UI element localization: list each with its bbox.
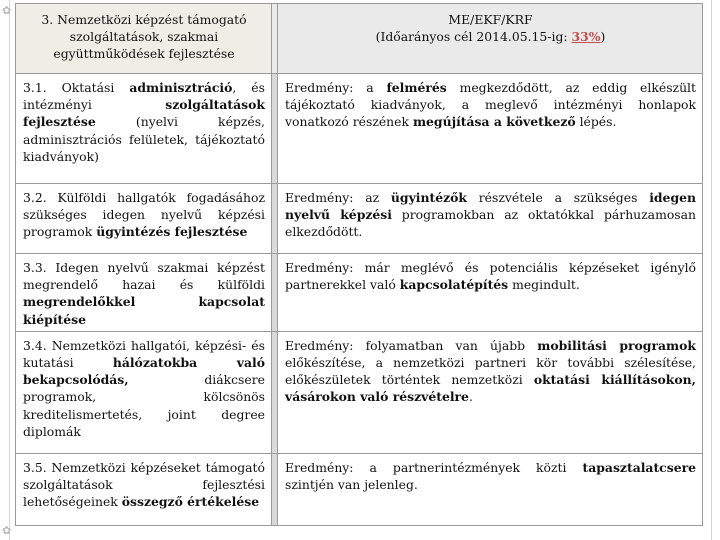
result-emphasis: megújítása a következő (412, 114, 576, 130)
task-emphasis: hálózatokba való bekapcsolódás, (23, 355, 265, 388)
table-header-row (16, 4, 703, 74)
result-text: programokban az oktatókkal párhuzamosan elkezdődött. (285, 207, 697, 240)
result-text: részvétele a szükséges (467, 190, 650, 205)
result-text: előkészítése, a nemzetközi partneri kör további szélesítése, előkészületek történtek nemzetközi (285, 355, 696, 388)
task-emphasis: szolgáltatások fejlesztése (23, 97, 265, 130)
row-result-cell (278, 184, 703, 254)
result-text: lépés. (575, 114, 617, 130)
task-text: 3.4. Nemzetközi hallgatói, képzési- és kutatási (23, 337, 265, 371)
task-text: (nyelvi képzés, adminisztrációs felületek, tájékoztató kiadványok) (23, 114, 265, 164)
task-emphasis: megrendelőkkel kapcsolat kiépítése (23, 294, 265, 327)
row-result-cell (278, 74, 703, 184)
row-task-cell (16, 331, 272, 453)
task-emphasis: ügyintézés fejlesztése (96, 224, 248, 240)
header-target-prefix: (Időarányos cél 2014.05.15-ig: (375, 29, 572, 45)
header-org-code: ME/EKF/KRF (448, 12, 533, 27)
task-text: diákcsere programok, kölcsönös kreditelismertetés, joint degree diplomák (23, 372, 265, 439)
result-emphasis: ügyintézők (390, 190, 467, 205)
task-emphasis: adminisztráció (129, 80, 233, 95)
task-text: 3.1. Oktatási (23, 80, 130, 95)
results-table (15, 3, 703, 526)
result-text: megindult. (508, 277, 580, 293)
table-row (16, 254, 703, 332)
table-row (16, 331, 703, 453)
header-right-cell (278, 4, 703, 74)
row-result-cell (278, 453, 703, 525)
result-emphasis: oktatási kiállításokon, vásárokon való részvételre (285, 372, 696, 405)
result-text: Eredmény: a (285, 80, 387, 95)
result-emphasis: tapasztalatcsere (582, 459, 696, 475)
result-text: megkezdődött, az eddig elkészült tájékoztató kiadványok, a meglevő intézményi honlapok vonatkozó részének (285, 80, 696, 130)
row-task-cell (16, 184, 272, 254)
task-emphasis: összegző értékelése (121, 494, 260, 510)
result-emphasis: kapcsolatépítés (399, 277, 509, 293)
result-text: Eredmény: az (285, 190, 391, 205)
task-text: 3.3. Idegen nyelvű szakmai képzést megrendelő hazai és külföldi (23, 260, 265, 293)
result-emphasis: felmérés (386, 80, 447, 95)
result-text: Eredmény: már meglévő és potenciális képzéseket igénylő partnerekkel való (285, 260, 696, 293)
table-row (16, 184, 703, 254)
result-text: Eredmény: folyamatban van újabb (285, 337, 538, 353)
row-task-cell (16, 254, 272, 332)
header-target-percent: 33% (571, 29, 601, 45)
result-text: szintjén van jelenleg. (285, 477, 418, 493)
margin-ornament: ✿ (2, 4, 12, 17)
task-text: 3.2. Külföldi hallgatók fogadásához szükséges idegen nyelvű képzési programok (23, 190, 265, 240)
header-left-cell (16, 4, 272, 74)
table-row (16, 74, 703, 184)
header-left-text: 3. Nemzetközi képzést támogató szolgáltatások, szakmai együttműködések fejlesztése (41, 12, 247, 62)
table-row (16, 453, 703, 525)
row-result-cell (278, 254, 703, 332)
row-task-cell (16, 453, 272, 525)
task-text: , és intézményi (23, 80, 265, 113)
result-emphasis: idegen nyelvű képzési (285, 190, 696, 223)
row-task-cell (16, 74, 272, 184)
margin-ornament: ✿ (2, 524, 12, 537)
right-margin-rule (711, 0, 712, 540)
result-text: Eredmény: a partnerintézmények közti (285, 459, 583, 475)
result-text: . (468, 389, 473, 405)
header-target-line (285, 28, 696, 45)
task-text: 3.5. Nemzetközi képzéseket támogató szolgáltatások fejlesztési lehetőségeinek (23, 459, 265, 510)
row-result-cell (278, 331, 703, 453)
result-emphasis: mobilitási programok (537, 337, 696, 353)
header-target-suffix: ) (600, 29, 606, 45)
left-margin-rule (9, 0, 10, 540)
